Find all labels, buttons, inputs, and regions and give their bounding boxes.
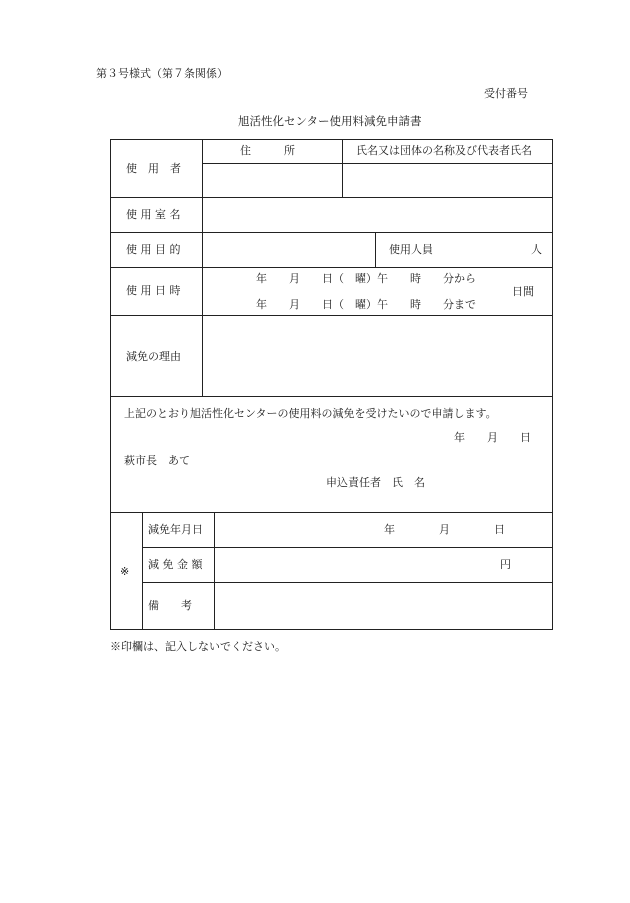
footnote: ※印欄は、記入しないでください。 [110, 640, 286, 653]
row-divider [110, 232, 553, 233]
applicant-column-divider [342, 139, 343, 198]
table-border-left [110, 139, 111, 630]
row-divider [110, 315, 553, 316]
exemption-date-value: 年 月 日 [384, 523, 505, 536]
row-divider [110, 512, 553, 513]
row-divider [110, 396, 553, 397]
row-divider [142, 547, 553, 548]
signatory-label: 申込責任者 氏 名 [326, 476, 425, 489]
row-divider [110, 267, 553, 268]
room-label: 使 用 室 名 [126, 208, 181, 221]
reception-number-label: 受付番号 [484, 87, 528, 100]
datetime-start[interactable]: 年 月 日（ 曜）午 時 分から [256, 272, 476, 285]
office-label-column-divider [214, 512, 215, 630]
room-field[interactable] [204, 199, 551, 231]
address-field[interactable] [204, 165, 341, 196]
row-divider [110, 197, 553, 198]
form-number: 第３号様式（第７条関係） [96, 67, 228, 80]
datetime-end[interactable]: 年 月 日（ 曜）午 時 分まで [256, 298, 476, 311]
headcount-label: 使用人員 [389, 243, 433, 256]
applicant-header-divider [202, 163, 553, 164]
reason-label: 減免の理由 [126, 350, 181, 363]
remarks-label: 備 考 [148, 599, 192, 612]
headcount-unit: 人 [531, 243, 542, 256]
name-field[interactable] [344, 165, 551, 196]
table-border-top [110, 139, 553, 140]
page-title: 旭活性化センター使用料減免申請書 [238, 114, 422, 128]
addressee: 萩市長 あて [124, 454, 190, 467]
exemption-amount-unit: 円 [500, 558, 511, 571]
applicant-label: 使 用 者 [126, 162, 181, 175]
name-label: 氏名又は団体の名称及び代表者氏名 [356, 144, 532, 157]
office-mark-column-divider [142, 512, 143, 630]
row-divider [142, 582, 553, 583]
label-column-divider [202, 139, 203, 397]
purpose-label: 使 用 目 的 [126, 243, 181, 256]
reason-field[interactable] [204, 317, 551, 395]
declaration-statement: 上記のとおり旭活性化センターの使用料の減免を受けたいので申請します。 [124, 407, 497, 420]
exemption-amount-label: 減 免 金 額 [148, 558, 203, 571]
table-border-bottom [110, 629, 553, 630]
declaration-date[interactable]: 年 月 日 [454, 431, 531, 444]
remarks-field [216, 584, 551, 628]
headcount-column-divider [375, 232, 376, 268]
exemption-date-label: 減免年月日 [148, 523, 203, 536]
datetime-label: 使 用 日 時 [126, 284, 181, 297]
days-label: 日間 [512, 285, 534, 298]
purpose-field[interactable] [204, 234, 374, 266]
office-use-mark: ※ [120, 565, 130, 578]
table-border-right [552, 139, 553, 630]
headcount-field[interactable] [440, 234, 528, 266]
address-label: 住 所 [240, 144, 295, 157]
